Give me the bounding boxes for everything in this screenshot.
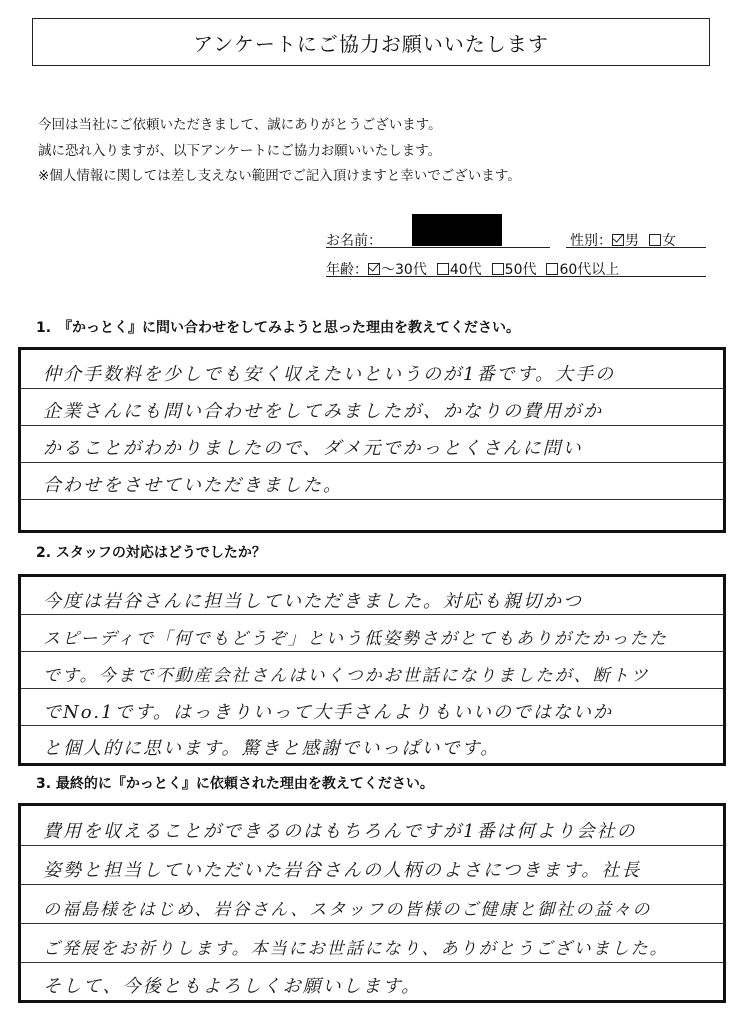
answer-1-line: 仲介手数料を少しでも安く収えたいというのが1番です。大手の xyxy=(43,364,616,385)
intro-text xyxy=(38,113,521,190)
answer-3-line: そして、今後ともよろしくお願いします。 xyxy=(43,976,422,997)
intro-line: 誠に恐れ入りますが、以下アンケートにご協力お願いいたします。 xyxy=(38,142,442,159)
intro-line: ※個人情報に関しては差し支えない範囲でご記入頂けますと幸いでございます。 xyxy=(38,168,521,184)
question-1-label: 1. 『かっとく』に問い合わせをしてみようと思った理由を教えてください。 xyxy=(36,320,521,336)
gender-label: 性別： xyxy=(570,233,612,249)
answer-3-line: 姿勢と担当していただいた岩谷さんの人柄のよさにつきます。社長 xyxy=(43,860,642,881)
answer-2-box[interactable] xyxy=(18,574,726,766)
answer-2-line: と個人的に思います。驚きと感謝でいっぱいです。 xyxy=(43,738,501,759)
answer-2-line: スピーディで「何でもどうぞ」という低姿勢さがとてもありがたかったた xyxy=(43,629,668,649)
name-label: お名前： xyxy=(326,233,382,249)
age-label: 年齢： xyxy=(326,262,368,278)
age-40s-label: 40代 xyxy=(449,262,482,278)
gender-female-label: 女 xyxy=(662,233,676,249)
answer-2-line: でNo.1です。はっきりいって大手さんよりもいいのではないか xyxy=(43,702,614,723)
age-50s-checkbox[interactable] xyxy=(492,263,504,275)
name-underline xyxy=(326,247,550,248)
survey-title-box xyxy=(32,18,710,66)
age-60s-checkbox[interactable] xyxy=(546,263,558,275)
age-30s-checkbox[interactable] xyxy=(368,263,380,275)
age-50s-label: 50代 xyxy=(504,262,537,278)
answer-2-line: 今度は岩谷さんに担当していただきました。対応も親切かつ xyxy=(43,591,583,612)
gender-male-checkbox[interactable] xyxy=(612,234,624,246)
age-60s-label: 60代以上 xyxy=(559,262,620,278)
age-underline xyxy=(326,276,706,277)
answer-1-line: 企業さんにも問い合わせをしてみましたが、かなりの費用がか xyxy=(43,401,603,422)
age-40s-checkbox[interactable] xyxy=(437,263,449,275)
page-title: アンケートにご協力お願いいたします xyxy=(193,31,549,56)
redacted-name xyxy=(412,214,502,246)
gender-male-label: 男 xyxy=(625,233,639,249)
answer-1-line: 合わせをさせていただきました。 xyxy=(43,475,343,496)
answer-1-box[interactable] xyxy=(18,347,726,533)
answer-1-line: かることがわかりましたので、ダメ元でかっとくさんに問い xyxy=(43,438,583,459)
gender-underline xyxy=(566,247,706,248)
question-3-label: 3. 最終的に『かっとく』に依頼された理由を教えてください。 xyxy=(36,776,434,792)
answer-3-line: 費用を収えることができるのはもちろんですが1番は何より会社の xyxy=(43,821,637,842)
gender-female-checkbox[interactable] xyxy=(649,234,661,246)
answer-3-box[interactable] xyxy=(18,803,726,1003)
question-2-label: 2. スタッフの対応はどうでしたか？ xyxy=(36,545,266,561)
answer-3-line: の福島様をはじめ、岩谷さん、スタッフの皆様のご健康と御社の益々の xyxy=(43,900,652,920)
age-30s-label: ～30代 xyxy=(381,262,427,278)
answer-2-line: です。今まで不動産会社さんはいくつかお世話になりましたが、断トツ xyxy=(43,666,650,686)
answer-3-line: ご発展をお祈りします。本当にお世話になり、ありがとうございました。 xyxy=(43,939,669,959)
intro-line: 今回は当社にご依頼いただきまして、誠にありがとうございます。 xyxy=(38,117,442,133)
